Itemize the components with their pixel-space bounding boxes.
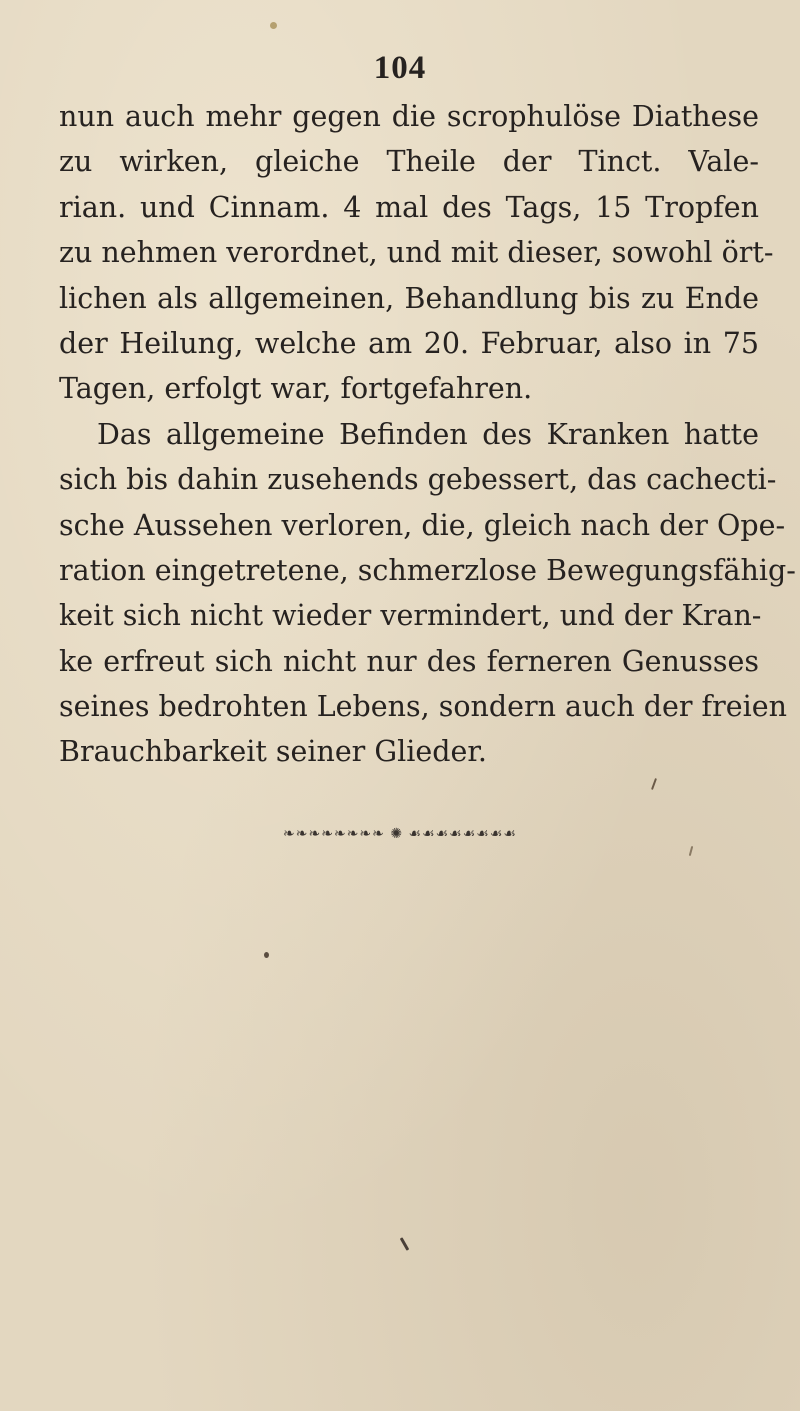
paper-speck <box>400 1237 410 1251</box>
text-line: seines bedrohten Lebens, sondern auch der freien <box>59 690 787 724</box>
text-line: sche Aussehen verloren, die, gleich nach der Ope- <box>59 508 786 542</box>
text-line: rian. und Cinnam. 4 mal des Tags, 15 Tropfen <box>59 190 759 224</box>
text-line: ke erfreut sich nicht nur des ferneren Genusses <box>59 644 759 678</box>
paragraph-start-line: Das allgemeine Befinden des Kranken hatte <box>97 417 759 451</box>
body-text <box>59 94 796 775</box>
text-line: zu nehmen verordnet, und mit dieser, sowohl ört- <box>59 236 774 270</box>
text-line: keit sich nicht wieder vermindert, und der Kran- <box>59 599 762 633</box>
paper-speck <box>270 22 277 29</box>
text-line: sich bis dahin zusehends gebessert, das cachecti- <box>59 463 777 497</box>
text-line: der Heilung, welche am 20. Februar, also in 75 <box>59 326 759 360</box>
page-number: 104 <box>373 50 427 86</box>
ornament-divider: ❧❧❧❧❧❧❧❧ ✺ ☙☙☙☙☙☙☙☙ <box>283 826 517 842</box>
paper-speck <box>651 778 657 790</box>
paper-speck <box>264 952 269 958</box>
text-line: Brauchbarkeit seiner Glieder. <box>59 735 487 769</box>
text-line: zu wirken, gleiche Theile der Tinct. Vale- <box>59 145 759 179</box>
paper-speck <box>689 846 694 856</box>
text-line: ration eingetretene, schmerzlose Bewegungsfähig- <box>59 553 796 587</box>
text-line: nun auch mehr gegen die scrophulöse Diathese <box>59 100 759 133</box>
text-line: Tagen, erfolgt war, fortgefahren. <box>59 372 533 406</box>
text-line: lichen als allgemeinen, Behandlung bis zu Ende <box>59 281 759 315</box>
